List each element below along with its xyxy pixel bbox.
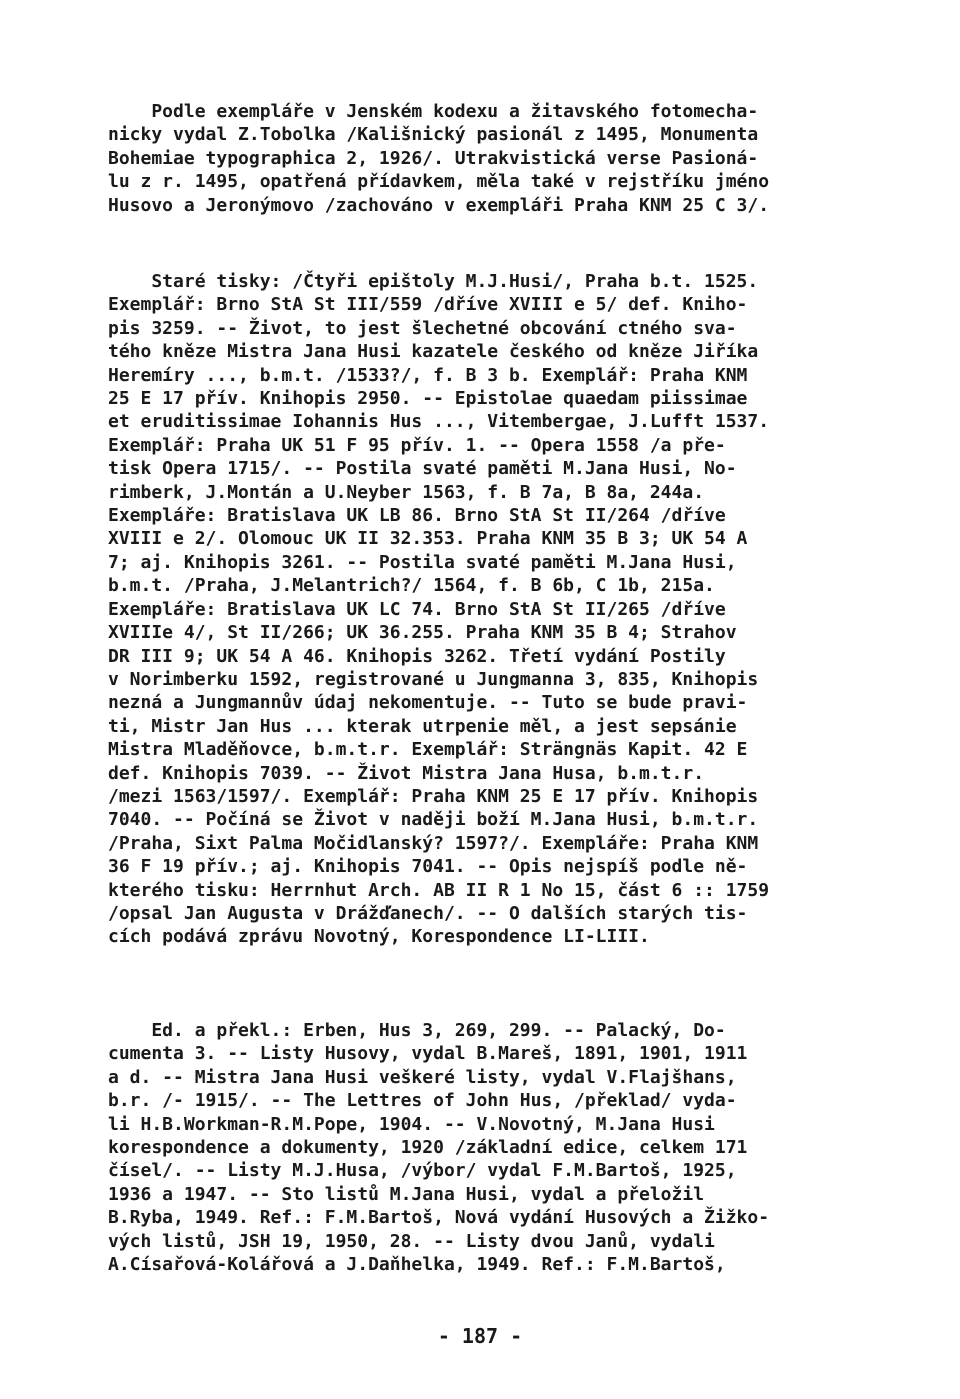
text-line: XVIIIe 4/, St II/266; UK 36.255. Praha KNM 35 B 4; Strahov (108, 622, 737, 644)
text-line: B.Ryba, 1949. Ref.: F.M.Bartoš, Nová vydání Husových a Žižko- (108, 1207, 770, 1229)
text-line: A.Císařová-Kolářová a J.Daňhelka, 1949. Ref.: F.M.Bartoš, (108, 1254, 726, 1276)
paragraph-edice-a-preklady (108, 1019, 868, 1276)
text-line: DR III 9; UK 54 A 46. Knihopis 3262. Třetí vydání Postily (108, 645, 726, 667)
text-line: Husovo a Jeronýmovo /zachováno v exempláři Praha KNM 25 C 3/. (108, 194, 770, 216)
text-line: Podle exempláře v Jenském kodexu a žitavského fotomecha- (108, 101, 759, 122)
text-line: et eruditissimae Iohannis Hus ..., Vitembergae, J.Lufft 1537. (108, 411, 770, 433)
paragraph-kalisnicky-pasional (108, 100, 868, 217)
text-line: 36 F 19 přív.; aj. Knihopis 7041. -- Opis nejspíš podle ně- (108, 856, 748, 878)
page-number: - 187 - (437, 1324, 523, 1348)
text-line: 1936 a 1947. -- Sto listů M.Jana Husi, vydal a přeložil (108, 1183, 705, 1205)
text-line: korespondence a dokumenty, 1920 /základní edice, celkem 171 (108, 1137, 748, 1159)
text-line: 7; aj. Knihopis 3261. -- Postila svaté paměti M.Jana Husi, (108, 551, 737, 573)
text-line: 7040. -- Počíná se Život v naději boží M.Jana Husi, b.m.t.r. (108, 809, 759, 831)
text-line: b.m.t. /Praha, J.Melantrich?/ 1564, f. B 6b, C 1b, 215a. (108, 575, 715, 597)
text-line: Heremíry ..., b.m.t. /1533?/, f. B 3 b. Exemplář: Praha KNM (108, 364, 748, 386)
text-line: rimberk, J.Montán a U.Neyber 1563, f. B 7a, B 8a, 244a. (108, 481, 705, 503)
text-line: Ed. a překl.: Erben, Hus 3, 269, 299. -- Palacký, Do- (108, 1020, 726, 1041)
text-line: 25 E 17 přív. Knihopis 2950. -- Epistolae quaedam piissimae (108, 388, 748, 410)
text-line: b.r. /- 1915/. -- The Lettres of John Hus, /překlad/ vyda- (108, 1090, 737, 1112)
text-line: /opsal Jan Augusta v Drážďanech/. -- O dalších starých tis- (108, 902, 748, 924)
text-line: v Norimberku 1592, registrované u Jungmanna 3, 835, Knihopis (108, 668, 759, 690)
text-line: /mezi 1563/1597/. Exemplář: Praha KNM 25 E 17 přív. Knihopis (108, 785, 759, 807)
text-line: Bohemiae typographica 2, 1926/. Utrakvistická verse Pasioná- (108, 147, 759, 169)
text-line: li H.B.Workman-R.M.Pope, 1904. -- V.Novotný, M.Jana Husi (108, 1113, 715, 1135)
text-line: Mistra Mladěňovce, b.m.t.r. Exemplář: Strängnäs Kapit. 42 E (108, 739, 748, 761)
text-line: tého kněze Mistra Jana Husi kazatele českého od kněze Jiříka (108, 341, 759, 363)
text-line: vých listů, JSH 19, 1950, 28. -- Listy dvou Janů, vydali (108, 1230, 715, 1252)
text-line: def. Knihopis 7039. -- Život Mistra Jana Husa, b.m.t.r. (108, 762, 705, 784)
text-line: cumenta 3. -- Listy Husovy, vydal B.Mareš, 1891, 1901, 1911 (108, 1043, 748, 1065)
text-line: a d. -- Mistra Jana Husi veškeré listy, vydal V.Flajšhans, (108, 1066, 737, 1088)
text-line: Exemplář: Praha UK 51 F 95 přív. 1. -- Opera 1558 /a pře- (108, 434, 726, 456)
text-line: Exempláře: Bratislava UK LB 86. Brno StA St II/264 /dříve (108, 505, 726, 527)
text-line: tisk Opera 1715/. -- Postila svaté paměti M.Jana Husi, No- (108, 458, 737, 480)
text-line: Staré tisky: /Čtyři epištoly M.J.Husi/, Praha b.t. 1525. (108, 271, 759, 292)
text-line: lu z r. 1495, opatřená přídavkem, měla také v rejstříku jméno (108, 171, 770, 193)
text-line: Exemplář: Brno StA St III/559 /dříve XVIII e 5/ def. Kniho- (108, 294, 748, 316)
text-line: XVIII e 2/. Olomouc UK II 32.353. Praha KNM 35 B 3; UK 54 A (108, 528, 748, 550)
text-line: pis 3259. -- Život, to jest šlechetné obcování ctného sva- (108, 317, 737, 339)
text-line: Exempláře: Bratislava UK LC 74. Brno StA St II/265 /dříve (108, 598, 726, 620)
text-line: /Praha, Sixt Palma Močidlanský? 1597?/. Exempláře: Praha KNM (108, 832, 759, 854)
text-line: čísel/. -- Listy M.J.Husa, /výbor/ vydal F.M.Bartoš, 1925, (108, 1160, 737, 1182)
text-line: nicky vydal Z.Tobolka /Kališnický pasionál z 1495, Monumenta (108, 124, 759, 146)
text-line: nezná a Jungmannův údaj nekomentuje. -- Tuto se bude pravi- (108, 692, 748, 714)
text-line: ti, Mistr Jan Hus ... kterak utrpenie měl, a jest sepsánie (108, 715, 737, 737)
paragraph-stare-tisky (108, 270, 868, 949)
text-line: kterého tisku: Herrnhut Arch. AB II R 1 No 15, část 6 :: 1759 (108, 879, 770, 901)
text-line: cích podává zprávu Novotný, Korespondence LI-LIII. (108, 926, 650, 948)
